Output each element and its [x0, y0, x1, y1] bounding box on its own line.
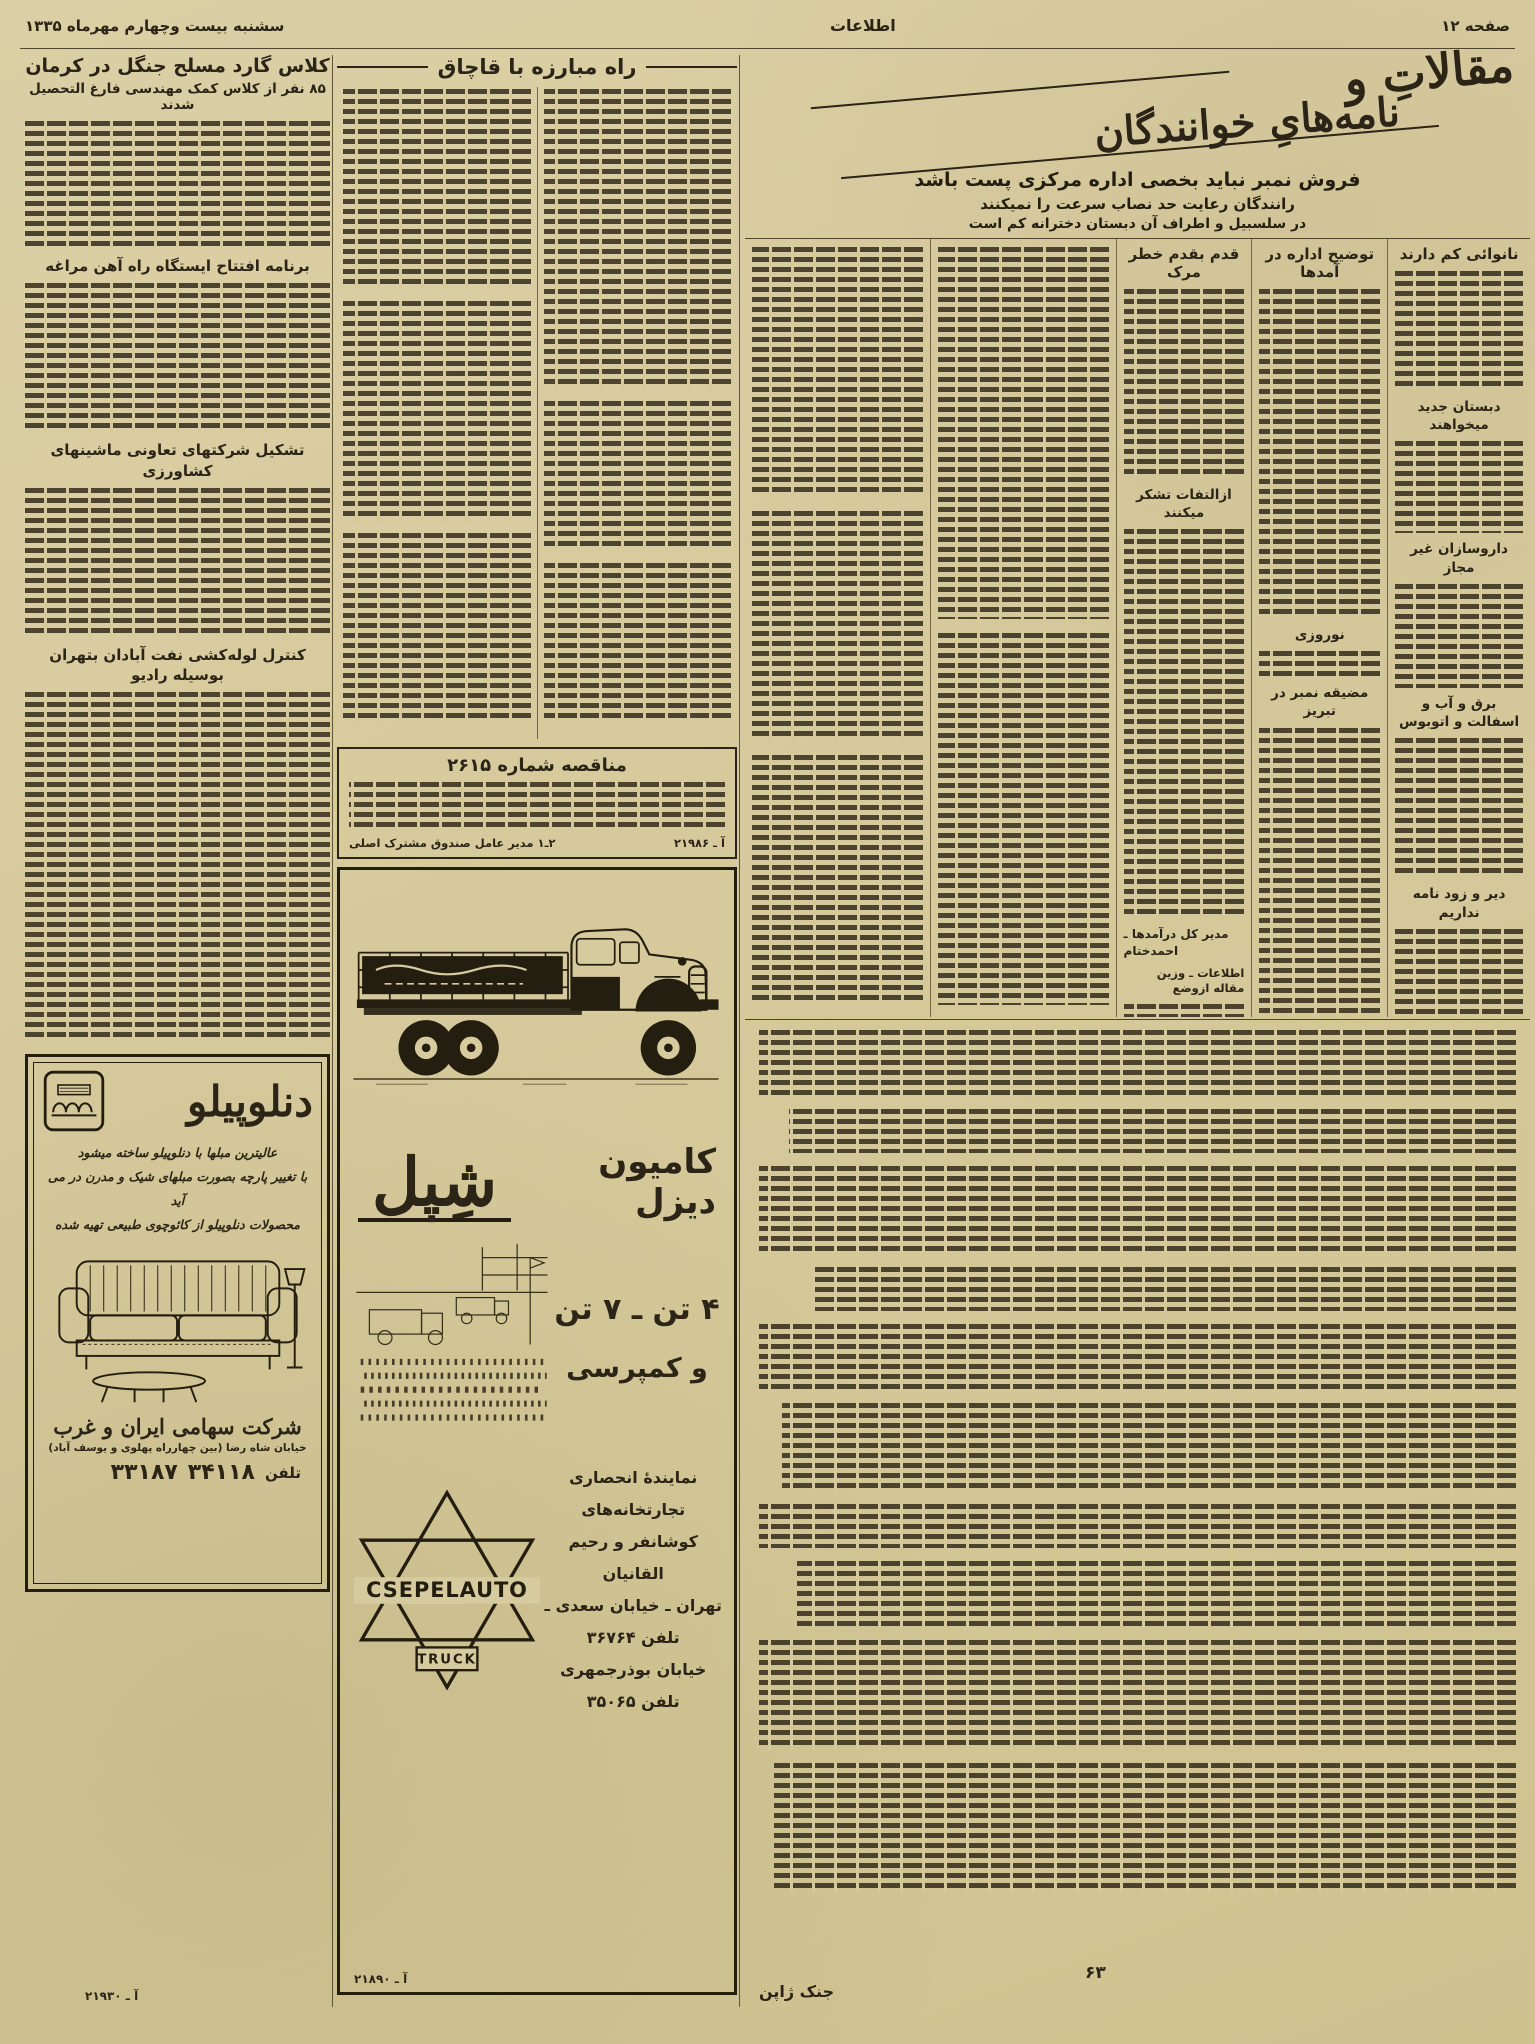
section-deck-2: رانندگان رعایت حد نصاب سرعت را نمیکنند: [980, 195, 1295, 213]
body-text-block: [343, 301, 531, 521]
dump-label: و کمپرسی: [566, 1353, 708, 1384]
article-subhead-3: کنترل لوله‌کشی نفت آبادان بتهران بوسیله رادیو: [49, 645, 306, 684]
article-column-right: [537, 87, 737, 739]
column-head: توضیح اداره در آمدها: [1265, 245, 1375, 281]
body-text-block: [938, 633, 1108, 1005]
column-subhead: ازالتفات تشکر میکنند: [1136, 487, 1232, 522]
body-text-block: [1124, 529, 1245, 919]
page-number: صفحه ۱۲: [1441, 17, 1510, 35]
letters-column-3: [1116, 239, 1252, 1017]
body-text-block: [759, 1504, 1516, 1548]
body-text-block: [759, 1640, 1516, 1750]
body-text-block: [1124, 289, 1245, 479]
body-text-block: [1395, 441, 1523, 533]
bed-panel: [362, 956, 563, 994]
dunlopillo-ad: [25, 1054, 330, 1592]
article-column-left: [337, 87, 537, 739]
body-text-block: [1395, 584, 1523, 688]
body-text-block: [938, 247, 1108, 619]
ad-headline-row: [352, 1142, 722, 1222]
article-columns: [337, 87, 737, 739]
tender-footer: [349, 836, 725, 850]
page-header: [25, 16, 1510, 35]
body-text-block: [759, 1166, 1516, 1254]
tender-code: آ ـ ۲۱۹۸۶: [674, 836, 725, 850]
brand-logo-icon: [42, 1069, 106, 1133]
body-text-block: [797, 1561, 1516, 1627]
article-headline: راه مبارزه با قاچاق: [437, 55, 637, 79]
street-scene-illustration: [352, 1240, 552, 1436]
phones-row: [42, 1460, 301, 1485]
agent-block: [544, 1462, 722, 1718]
section-title-line2: نامه‌هایِ خوانندگان: [1092, 88, 1402, 157]
truck-illustration: [350, 880, 722, 1130]
body-text-block: [349, 782, 725, 830]
readers-letters-section: [745, 37, 1530, 2007]
agent-line-2: تجارتخانه‌های کوشانفر و رحیم القانیان: [568, 1500, 698, 1583]
body-text-block: [544, 563, 731, 723]
column-subhead: دبستان جدید میخواهند: [1417, 399, 1501, 434]
headline-rule: [337, 66, 428, 68]
body-text-block: [343, 89, 531, 289]
capacity-block: [552, 1292, 722, 1384]
column-subhead: نوروزی: [1294, 627, 1345, 643]
body-text-block: [25, 692, 330, 1042]
body-text-block: [1259, 651, 1380, 677]
letters-body: [745, 1020, 1530, 1910]
column-head: قدم بقدم خطر مرک: [1128, 245, 1240, 281]
ad-slogans: [42, 1141, 313, 1236]
ad-mid-row: [352, 1240, 722, 1436]
tender-title: مناقصه شماره ۲۶۱۵: [447, 755, 627, 776]
phone-2: ۳۳۱۸۷: [110, 1460, 178, 1486]
brand-title: دنلوپیلو: [187, 1077, 313, 1127]
article-deck: ۸۵ نفر از کلاس کمک مهندسی فارغ التحصیل شدند: [29, 81, 326, 113]
headline-rule: [646, 66, 737, 68]
agent-line-4: خیابان بوذرجمهری تلفن ۳۵۰۶۵: [560, 1660, 707, 1711]
body-text-block: [1395, 271, 1523, 391]
column-signature: اطلاعات ـ وزین مقاله ازوضع: [1156, 965, 1245, 996]
column-subhead: مضیقه نمبر در تبریز: [1271, 685, 1369, 720]
body-text-block: [25, 488, 330, 638]
body-text-block: [752, 247, 923, 497]
body-text-block: [789, 1109, 1516, 1153]
letters-footer: [745, 1963, 1530, 2001]
masthead: اطلاعات: [829, 16, 896, 35]
company-name: شرکت سهامی ایران و غرب: [53, 1414, 302, 1440]
body-text-block: [25, 121, 330, 249]
ad-code: آ ـ ۲۱۸۹۰: [354, 1972, 408, 1986]
letters-footer-note: جنک ژاپن: [759, 1982, 835, 2001]
letters-column-4: [930, 239, 1115, 1017]
column-subhead: دیر و زود نامه نداریم: [1412, 886, 1506, 921]
ad-brand-row: [42, 1069, 313, 1133]
section-deck-3: در سلسبیل و اطراف آن دبستان دخترانه کم است: [968, 216, 1307, 232]
column-head: نانوائی کم دارند: [1399, 245, 1519, 263]
letters-column-1: [1387, 239, 1530, 1017]
body-text-block: [812, 1267, 1516, 1311]
phone-1: ۳۴۱۱۸: [187, 1460, 255, 1486]
letters-columns: [745, 239, 1530, 1017]
logo-bottom-text: TRUCK: [417, 1652, 477, 1668]
article-subhead-2: تشکیل شرکتهای تعاونی ماشینهای کشاورزی: [50, 441, 305, 480]
article-headline: کلاس گارد مسلح جنگل در کرمان: [25, 55, 330, 77]
middle-section: [337, 55, 737, 2007]
body-text-block: [752, 511, 923, 741]
left-section: [25, 55, 330, 2007]
slogan-line-1: عالیترین مبلها با دنلوپیلو ساخته میشود: [77, 1145, 278, 1161]
body-text-block: [759, 1030, 1516, 1096]
section-title-line1: مقالاتِ و: [1342, 37, 1517, 107]
article-subhead-1: برنامه افتتاح ایستگاه راه آهن مراغه: [45, 257, 310, 275]
tender-signature: ۲ـ۱ مدیر عامل صندوق مشترک اصلی: [349, 836, 556, 850]
body-text-block: [1259, 728, 1380, 1017]
date-label: سشنبه بیست وچهارم مهرماه ۱۳۳۵: [25, 17, 285, 35]
csepel-truck-ad: [337, 867, 737, 1995]
logo-top-text: CSEPELAUTO: [366, 1578, 528, 1603]
body-text-block: [1124, 1004, 1245, 1017]
tender-notice: [337, 747, 737, 859]
body-text-block: [1259, 289, 1380, 619]
body-text-block: [544, 89, 731, 389]
column-signature: مدیر کل درآمدها ـ احمدختام: [1123, 927, 1229, 958]
letters-column-5: [745, 239, 930, 1017]
body-text-block: [544, 401, 731, 551]
tons-label: ۴ تن ـ ۷ تن: [554, 1292, 720, 1327]
agent-line-1: نمایندهٔ انحصاری: [569, 1468, 698, 1487]
body-text-block: [774, 1763, 1516, 1893]
ad-code: آ ـ ۲۱۹۳۰: [85, 1989, 139, 2003]
slogan-line-2: با تغییر پارچه بصورت مبلهای شیک و مدرن در می آید: [47, 1169, 308, 1208]
company-address: خیابان شاه رضا (بین چهارراه پهلوی و یوسف آباد): [48, 1442, 307, 1455]
brand-calligraphy: شِپل: [358, 1153, 511, 1222]
column-divider: [332, 55, 333, 2007]
sofa-illustration: [47, 1244, 309, 1408]
column-subhead: داروسازان غیر مجاز: [1410, 541, 1508, 576]
body-text-block: [25, 283, 330, 433]
body-text-block: [343, 533, 531, 723]
body-text-block: [759, 1324, 1516, 1390]
body-text-block: [1395, 738, 1523, 878]
column-divider: [739, 55, 740, 2007]
section-masthead: [745, 37, 1530, 163]
article-headline-row: [337, 55, 737, 79]
product-label: کامیون دیزل: [598, 1142, 716, 1222]
csepel-star-logo: [352, 1488, 542, 1692]
calligraphy-swash: [811, 71, 1230, 110]
page-mark: ۶۳: [1085, 1963, 1106, 1983]
header-rule: [20, 48, 1515, 49]
body-text-block: [782, 1403, 1516, 1491]
phone-label: تلفن: [264, 1463, 301, 1482]
ad-bottom-row: [352, 1462, 722, 1718]
body-text-block: [752, 755, 923, 1005]
column-subhead: برق و آب و اسفالت و اتوبوس: [1398, 695, 1520, 731]
section-deck-1: فروش نمبر نباید بخصی اداره مرکزی پست باشد: [914, 169, 1361, 191]
body-text-block: [1395, 929, 1523, 1017]
slogan-line-3: محصولات دنلوپیلو از کائوچوی طبیعی تهیه شده: [55, 1216, 300, 1232]
agent-line-3: تهران ـ خیابان سعدی ـ تلفن ۳۶۷۶۴: [544, 1596, 722, 1647]
letters-column-2: [1251, 239, 1387, 1017]
